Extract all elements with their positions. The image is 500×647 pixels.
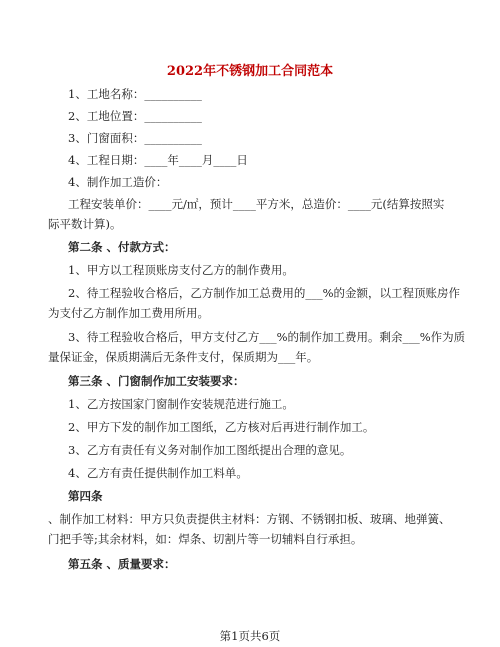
paragraph-unit-price: 工程安装单价：____元/㎡，预计____平方米，总造价：____元(结算按照实: [68, 197, 445, 211]
field-site-location: 2、工地位置：__________: [68, 109, 202, 123]
clause-2-2: 2、待工程验收合格后，乙方制作加工总费用的___%的金额，以工程顶账房作: [68, 286, 460, 300]
document-title: 2022年不锈钢加工合同范本: [166, 64, 334, 79]
field-site-name: 1、工地名称：__________: [68, 87, 202, 101]
field-window-area: 3、门窗面积：__________: [68, 131, 202, 145]
field-project-date: 4、工程日期：____年____月____日: [68, 153, 248, 167]
paragraph-unit-price-cont: 际平数计算)。: [48, 217, 122, 231]
clause-4-materials: 、制作加工材料：甲方只负责提供主材料：方钢、不锈钢扣板、玻璃、地弹簧、: [48, 512, 451, 526]
clause-3-2: 2、甲方下发的制作加工图纸，乙方核对后再进行制作加工。: [68, 420, 375, 434]
clause-2-3-cont: 量保证金，保质期满后无条件支付，保质期为___年。: [48, 350, 319, 364]
section-heading-2: 第二条 、付款方式：: [68, 240, 176, 254]
clause-2-2-cont: 为支付乙方制作加工费用所用。: [48, 306, 209, 320]
field-processing-cost: 4、制作加工造价：: [68, 175, 168, 189]
section-heading-4: 第四条: [68, 489, 103, 503]
clause-3-1: 1、乙方按国家门窗制作安装规范进行施工。: [68, 397, 294, 411]
clause-4-materials-cont: 门把手等;其余材料，如：焊条、切割片等一切辅料自行承担。: [48, 532, 363, 546]
section-heading-5: 第五条 、质量要求：: [68, 557, 176, 571]
clause-3-4: 4、乙方有责任提供制作加工料单。: [68, 466, 248, 480]
clause-2-3: 3、待工程验收合格后，甲方支付乙方___%的制作加工费用。剩余___%作为质: [68, 330, 466, 344]
clause-2-1: 1、甲方以工程顶账房支付乙方的制作费用。: [68, 263, 294, 277]
clause-3-3: 3、乙方有责任有义务对制作加工图纸提出合理的意见。: [68, 443, 352, 457]
section-heading-3: 第三条 、门窗制作加工安装要求：: [68, 374, 245, 388]
page-number: 第1页共6页: [219, 629, 281, 643]
